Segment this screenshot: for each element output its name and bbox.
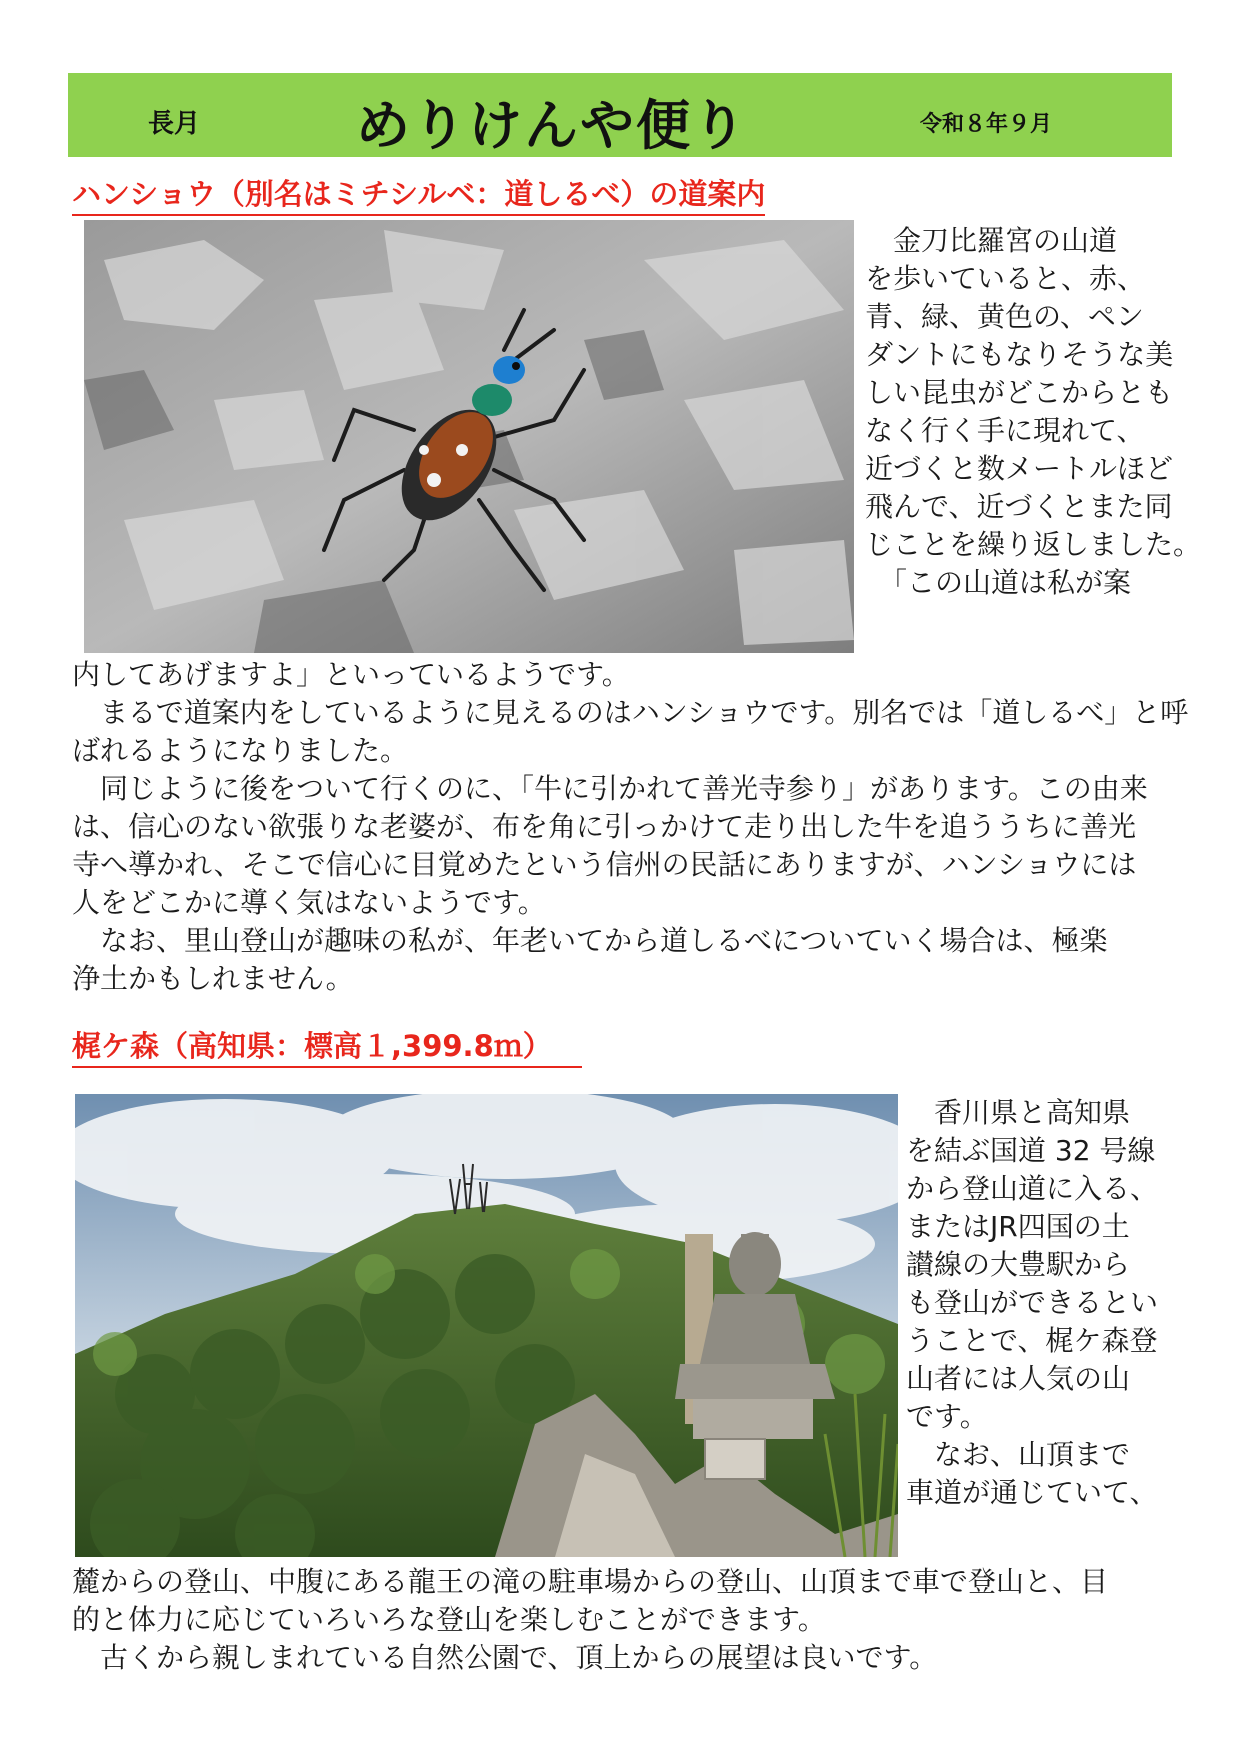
text-line: またはJR四国の土 (906, 1210, 1130, 1243)
text-line: 金刀比羅宮の山道 (865, 224, 1118, 257)
text-line: 車道が通じていて、 (906, 1476, 1158, 1509)
text-line: を結ぶ国道 32 号線 (906, 1134, 1156, 1167)
text-line: 山者には人気の山 (906, 1362, 1131, 1395)
text-line: 近づくと数メートルほど (865, 452, 1174, 485)
tiger-beetle-icon (84, 220, 854, 653)
text-line: 飛んで、近づくとまた同 (865, 490, 1173, 523)
text-line: 古くから親しまれている自然公園で、頂上からの展望は良いです。 (72, 1641, 938, 1674)
text-line: 青、緑、黄色の、ペン (865, 300, 1144, 333)
text-line: ダントにもなりそうな美 (865, 338, 1174, 371)
newsletter-header (68, 73, 1172, 157)
text-line: 内してあげますよ」といっているようです。 (72, 658, 630, 691)
text-line: 「この山道は私が案 (865, 566, 1132, 599)
text-line: なお、山頂まで (906, 1438, 1131, 1471)
text-line: 同じように後をついて行くのに、「牛に引かれて善光寺参り」があります。この由来 (72, 772, 1148, 805)
issue-date: 令和８年９月 (920, 112, 1053, 137)
text-line: 讃線の大豊駅から (906, 1248, 1131, 1281)
month-label: 長月 (148, 109, 201, 139)
mountain-statue-icon (75, 1094, 898, 1557)
text-line: 寺へ導かれ、そこで信心に目覚めたという信州の民話にありますが、ハンショウには (72, 848, 1137, 881)
text-line: なお、里山登山が趣味の私が、年老いてから道しるべについていく場合は、極楽 (72, 924, 1108, 957)
text-line: です。 (906, 1400, 988, 1433)
section2-body-text (72, 1563, 1108, 1677)
text-line: まるで道案内をしているように見えるのはハンショウです。別名では「道しるべ」と呼 (72, 696, 1189, 729)
text-line: 香川県と高知県 (906, 1096, 1131, 1129)
text-line: なく行く手に現れて、 (865, 414, 1145, 447)
newsletter-title: めりけんや便り (356, 94, 748, 157)
section1-heading: ハンショウ（別名はミチシルベ：道しるべ）の道案内 (72, 175, 765, 216)
section2-side-text (906, 1094, 1158, 1512)
text-line: を歩いていると、赤、 (865, 262, 1146, 295)
text-line: うことで、梶ケ森登 (906, 1324, 1158, 1357)
text-line: じことを繰り返しました。 (865, 528, 1202, 561)
text-line: ばれるようになりました。 (72, 734, 409, 767)
text-line: 的と体力に応じていろいろな登山を楽しむことができます。 (72, 1603, 826, 1636)
text-line: 人をどこかに導く気はないようです。 (72, 886, 546, 919)
text-line: しい昆虫がどこからとも (865, 376, 1174, 409)
text-line: も登山ができるとい (906, 1286, 1159, 1319)
mountain-photo (75, 1094, 898, 1557)
beetle-photo (84, 220, 854, 653)
section1-body-text (72, 656, 1188, 998)
text-line: 麓からの登山、中腹にある龍王の滝の駐車場からの登山、山頂まで車で登山と、目 (72, 1565, 1109, 1598)
text-line: は、信心のない欲張りな老婆が、布を角に引っかけて走り出した牛を追ううちに善光 (72, 810, 1137, 843)
section1-side-text (865, 222, 1201, 602)
section2-heading: 梶ケ森（高知県：標高１,399.8ｍ） (72, 1027, 582, 1068)
text-line: から登山道に入る、 (906, 1172, 1159, 1205)
text-line: 浄土かもしれません。 (72, 962, 354, 995)
